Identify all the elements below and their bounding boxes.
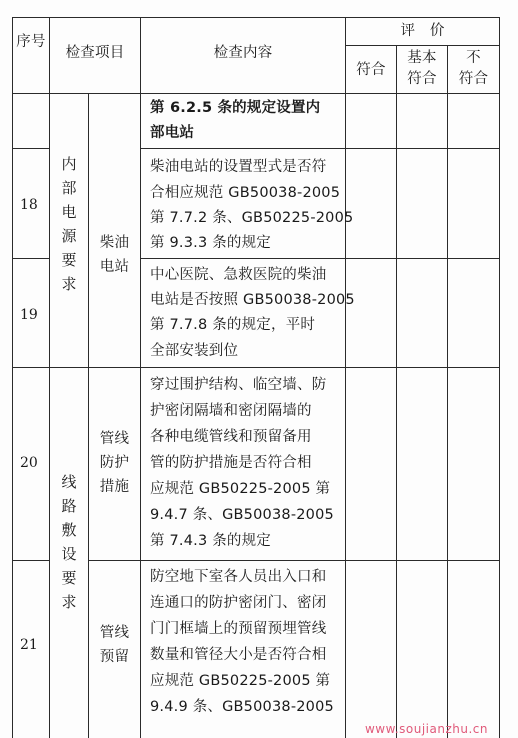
subitem-protect: 防护 <box>99 455 130 471</box>
row-number: 21 <box>20 637 38 653</box>
row-divider <box>88 560 500 561</box>
row-number: 20 <box>20 455 38 471</box>
content-cell: 合相应规范 GB50038-2005 <box>150 185 341 201</box>
subitem-protect: 措施 <box>99 479 130 495</box>
row-number: 19 <box>20 307 38 323</box>
header-content: 检查内容 <box>213 45 273 61</box>
content-cell: 9.4.9 条、GB50038-2005 <box>150 699 334 715</box>
row-divider <box>12 258 50 259</box>
content-cell: 部电站 <box>150 125 195 141</box>
header-eval-comply: 符合 <box>356 62 386 78</box>
col-divider <box>396 45 397 738</box>
content-cell: 9.4.7 条、GB50038-2005 <box>150 507 334 523</box>
header-bottom-line <box>12 93 500 94</box>
table-border-top <box>12 17 500 18</box>
header-item: 检查项目 <box>65 45 125 61</box>
content-cell: 数量和管径大小是否符合相 <box>150 647 327 663</box>
subitem-diesel: 柴油 <box>99 235 130 251</box>
table-border-left <box>12 17 13 738</box>
row-divider <box>12 560 50 561</box>
subitem-diesel: 电站 <box>99 259 130 275</box>
row-divider <box>140 258 500 259</box>
content-cell: 防空地下室各人员出入口和 <box>150 569 327 585</box>
content-cell: 护密闭隔墙和密闭隔墙的 <box>150 403 312 419</box>
content-cell: 第 6.2.5 条的规定设置内 <box>150 100 321 116</box>
content-cell: 连通口的防护密闭门、密闭 <box>150 595 327 611</box>
content-cell: 第 7.7.2 条、GB50225-2005 <box>150 210 354 226</box>
subitem-reserve: 管线 <box>99 625 130 641</box>
content-cell: 管的防护措施是否符合相 <box>150 455 312 471</box>
row-divider <box>12 367 500 368</box>
watermark: www.soujianzhu.cn <box>364 722 488 736</box>
col-divider <box>140 17 141 738</box>
row-divider <box>140 148 500 149</box>
subitem-protect: 管线 <box>99 431 130 447</box>
content-cell: 门门框墙上的预留预埋管线 <box>150 621 327 637</box>
content-cell: 柴油电站的设置型式是否符 <box>150 159 327 175</box>
col-divider <box>345 17 346 738</box>
header-eval: 评 价 <box>400 23 445 39</box>
header-seq: 序号 <box>16 34 46 50</box>
content-cell: 第 7.7.8 条的规定，平时 <box>150 317 316 333</box>
header-eval-not: 符合 <box>458 71 489 87</box>
content-cell: 第 9.3.3 条的规定 <box>150 235 272 251</box>
content-cell: 中心医院、急救医院的柴油 <box>150 267 327 283</box>
row-divider <box>12 148 50 149</box>
table-border-right <box>499 17 500 738</box>
header-eval-basic: 符合 <box>407 71 437 87</box>
content-cell: 应规范 GB50225-2005 第 <box>150 481 331 497</box>
content-cell: 应规范 GB50225-2005 第 <box>150 673 331 689</box>
content-cell: 第 7.4.3 条的规定 <box>150 533 272 549</box>
row-number: 18 <box>20 197 38 213</box>
content-cell: 电站是否按照 GB50038-2005 <box>150 292 355 308</box>
subitem-reserve: 预留 <box>99 649 130 665</box>
content-cell: 全部安装到位 <box>150 343 239 359</box>
group-label-route: 线 路 敷 设 要 求 <box>61 473 77 611</box>
col-divider <box>447 45 448 738</box>
content-cell: 穿过围护结构、临空墙、防 <box>150 377 327 393</box>
content-cell: 各种电缆管线和预留备用 <box>150 429 312 445</box>
group-label-power: 内 部 电 源 要 求 <box>61 155 77 293</box>
header-eval-not: 不 <box>466 50 481 66</box>
col-divider <box>49 17 50 738</box>
header-eval-basic: 基本 <box>407 50 437 66</box>
